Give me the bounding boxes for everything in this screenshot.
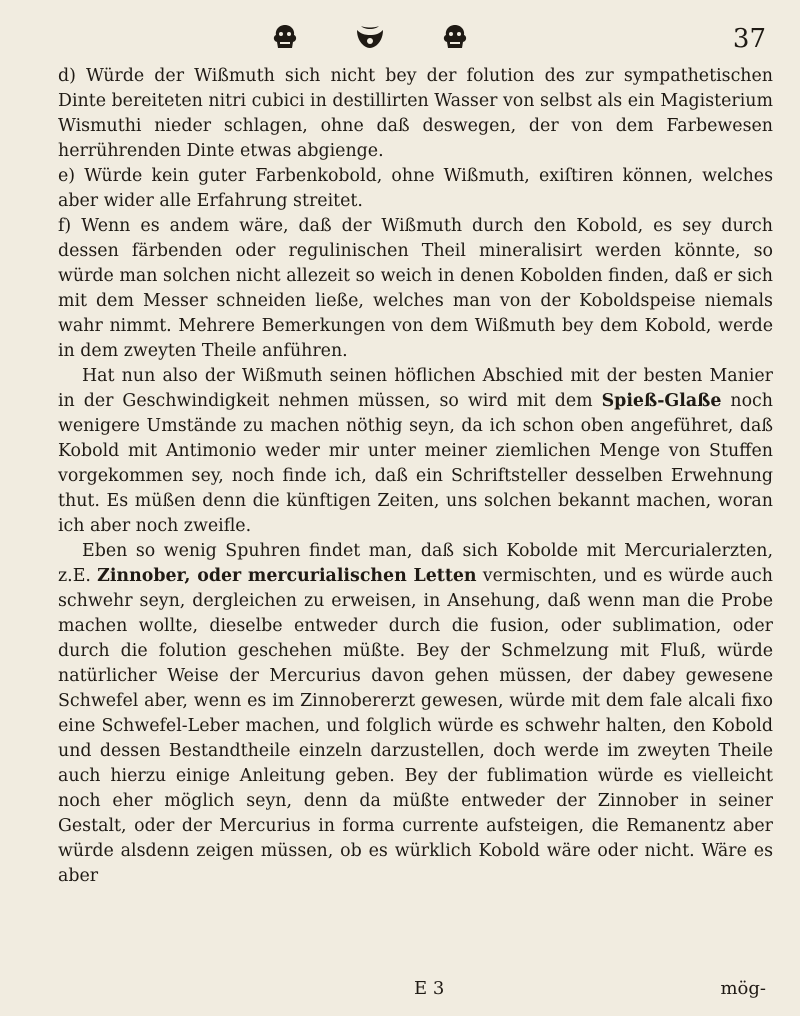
emphasized-term: Zinnober, oder mercurialischen Letten bbox=[97, 566, 477, 586]
page-number: 37 bbox=[732, 24, 766, 54]
body-text bbox=[58, 64, 773, 889]
paragraph-text: vermischten, und es würde auch schwehr seyn, dergleichen zu erweisen, in Ansehung, daß wenn man die Probe machen wollte, dieselbe entweder durch die fusion, oder sublimation, oder durch die folution geschehen müßte. Bey der Schmelzung mit Fluß, würde natürlicher Weise der Mercurius davon gehen müssen, der dabey gewesene Schwefel aber, wenn es im Zinnobererzt gewesen, würde mit dem fale alcali fixo eine Schwefel-Leber machen, und folglich würde es schwehr halten, den Kobold und dessen Bestandtheile einzeln darzustellen, doch werde im zweyten Theile auch hierzu einige Anleitung geben. Bey der fublimation würde es vielleicht noch eher möglich seyn, denn da müßte entweder der Zinnober in seiner Gestalt, oder der Mercurius in forma currente aufsteigen, die Remanentz aber würde alsdenn zeigen müssen, ob es würklich Kobold wäre oder nicht. Wäre es aber bbox=[58, 566, 773, 886]
page-footer bbox=[0, 978, 800, 1008]
paragraph-f: f) Wenn es andem wäre, daß der Wißmuth durch den Kobold, es sey durch dessen färbenden oder regulinischen Theil mineralisirt werden könnte, so würde man solchen nicht allezeit so weich in denen Kobolden finden, daß er sich mit dem Messer schneiden ließe, welches man von der Koboldspeise niemals wahr nimmt. Mehrere Bemerkungen von dem Wißmuth bey dem Kobold, werde in dem zweyten Theile anführen. bbox=[58, 216, 773, 361]
ornament-center-icon bbox=[353, 22, 387, 52]
signature-mark: E 3 bbox=[414, 978, 445, 999]
paragraph-mercurial bbox=[58, 539, 773, 889]
header-ornaments bbox=[270, 20, 470, 54]
ornament-right-icon bbox=[440, 22, 470, 52]
paragraph-d: d) Würde der Wißmuth sich nicht bey der folution des zur sympathetischen Dinte bereiteten nitri cubici in destillirten Wasser von selbst als ein Magisterium Wismuthi nieder schlagen, ohne daß deswegen, der von dem Farbewesen herrührenden Dinte etwas abgienge. bbox=[58, 66, 773, 161]
emphasized-term: Spieß-Glaße bbox=[601, 391, 722, 411]
paragraph-text: noch wenigere Umstände zu machen nöthig seyn, da ich schon oben angeführet, daß Kobold mit Antimonio weder mir unter meiner ziemlichen Menge von Stuffen vorgekommen sey, noch finde ich, daß ein Schriftsteller desselben Erwehnung thut. Es müßen denn die künftigen Zeiten, uns solchen bekannt machen, woran ich aber noch zweifle. bbox=[58, 391, 773, 536]
paragraph-text: Hat nun also der Wißmuth seinen höflichen Abschied mit der besten Manier in der Geschwindigkeit nehmen müssen, so wird mit dem bbox=[58, 366, 773, 411]
catchword: mög- bbox=[720, 978, 766, 999]
paragraph-spiessglas bbox=[58, 364, 773, 539]
paragraph-text: Eben so wenig Spuhren findet man, daß sich Kobolde mit Mercurialerzten, z.E. bbox=[58, 541, 773, 586]
page-header bbox=[0, 14, 800, 58]
paragraph-e: e) Würde kein guter Farbenkobold, ohne Wißmuth, exiſtiren können, welches aber wider alle Erfahrung streitet. bbox=[58, 166, 773, 211]
ornament-left-icon bbox=[270, 22, 300, 52]
